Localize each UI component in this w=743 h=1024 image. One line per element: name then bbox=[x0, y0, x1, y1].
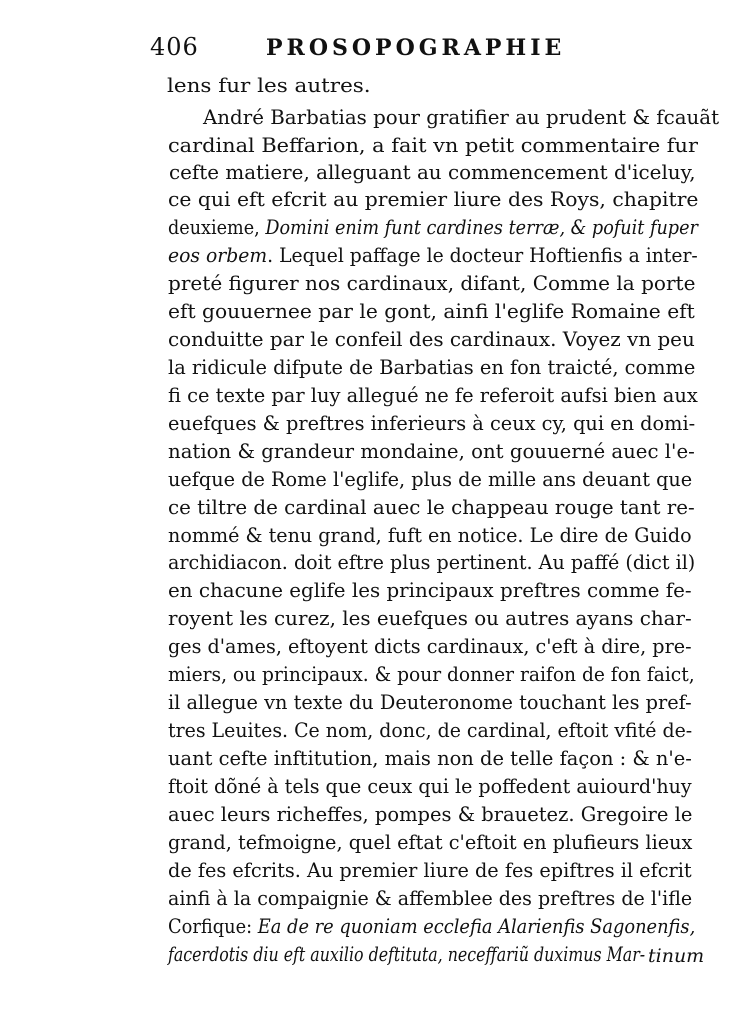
line-text: uefque de Rome l'eglife, plus de mille ans deuant que bbox=[168, 467, 693, 491]
line-text: lens fur les autres. bbox=[167, 73, 371, 97]
catchword: tinum bbox=[648, 945, 705, 967]
text-line bbox=[168, 689, 692, 715]
line-text: ainfi à la compaignie & affemblee des preftres de l'ifle bbox=[168, 886, 693, 910]
line-text: fi ce texte par luy allegué ne fe referoit aufsi bien aux bbox=[168, 383, 698, 407]
text-line bbox=[169, 159, 696, 185]
line-text: ce qui eft efcrit au premier liure des Roys, chapitre bbox=[168, 187, 699, 211]
line-text: ftoit dõné à tels que ceux qui le poffedent auiourd'huy bbox=[168, 774, 692, 798]
text-line bbox=[168, 885, 692, 911]
latin-quotation: Domini enim funt cardines terræ, & pofuit fuper bbox=[265, 215, 698, 239]
text-line bbox=[168, 549, 695, 575]
text-line bbox=[168, 857, 692, 883]
line-text: auec leurs richeffes, pompes & brauetez. Gregoire le bbox=[168, 802, 693, 826]
text-line bbox=[168, 214, 698, 240]
text-line bbox=[168, 522, 692, 548]
text-line bbox=[168, 410, 695, 436]
text-line bbox=[168, 577, 692, 603]
line-text: nation & grandeur mondaine, ont gouuerné auec l'e- bbox=[168, 439, 695, 463]
line-text: de fes efcrits. Au premier liure de fes epiftres il efcrit bbox=[168, 858, 692, 882]
line-text: ce tiltre de cardinal auec le chappeau rouge tant re- bbox=[168, 495, 695, 519]
text-line bbox=[168, 661, 695, 687]
line-text: eft gouuernee par le gont, ainfi l'eglife Romaine eft bbox=[168, 299, 695, 323]
text-line bbox=[168, 186, 698, 212]
text-line bbox=[168, 242, 698, 268]
line-text: royent les curez, les euefques ou autres ayans char- bbox=[168, 606, 692, 630]
text-line bbox=[168, 829, 692, 855]
line-text: tres Leuites. Ce nom, donc, de cardinal, eftoit vfité de- bbox=[168, 718, 693, 742]
text-line bbox=[168, 382, 698, 408]
text-line bbox=[168, 466, 692, 492]
latin-quotation: facerdotis diu eft auxilio deftituta, neceffariũ duximus Mar- bbox=[168, 942, 646, 966]
line-text: il allegue vn texte du Deuteronome touchant les pref- bbox=[168, 690, 692, 714]
line-text: cardinal Beffarion, a fait vn petit commentaire fur bbox=[168, 133, 698, 157]
line-text: ges d'ames, eftoyent dicts cardinaux, c'eft à dire, pre- bbox=[168, 634, 692, 658]
text-line bbox=[168, 633, 692, 659]
line-text: nommé & tenu grand, fuft en notice. Le dire de Guido bbox=[168, 523, 692, 547]
line-text: deuxieme, bbox=[168, 215, 266, 239]
text-line bbox=[168, 717, 692, 743]
line-text: euefques & preftres inferieurs à ceux cy, qui en domi- bbox=[168, 411, 696, 435]
text-line bbox=[168, 326, 695, 352]
line-text: . Lequel paffage le docteur Hoftienfis a inter- bbox=[267, 243, 698, 267]
latin-quotation: Ea de re quoniam ecclefia Alarienfis Sagonenfis, bbox=[257, 914, 696, 938]
text-line bbox=[168, 773, 692, 799]
line-text: preté figurer nos cardinaux, difant, Comme la porte bbox=[168, 271, 696, 295]
text-line bbox=[168, 270, 695, 296]
line-text: miers, ou principaux. & pour donner raifon de fon faict, bbox=[168, 662, 695, 686]
line-text: conduitte par le confeil des cardinaux. Voyez vn peu bbox=[168, 327, 695, 351]
text-line bbox=[203, 104, 719, 130]
text-line bbox=[168, 913, 695, 939]
line-text: uant cefte inftitution, mais non de telle façon : & n'e- bbox=[168, 746, 692, 770]
text-line bbox=[168, 298, 695, 324]
latin-quotation: eos orbem bbox=[168, 243, 268, 267]
line-text: André Barbatias pour gratifier au prudent & fcauãt bbox=[203, 105, 720, 129]
text-line bbox=[168, 941, 645, 967]
text-line bbox=[168, 801, 692, 827]
text-line bbox=[168, 132, 698, 158]
line-text: archidiacon. doit eftre plus pertinent. Au paffé (dict il) bbox=[168, 550, 696, 574]
line-text: en chacune eglife les principaux preftres comme fe- bbox=[168, 578, 692, 602]
text-line bbox=[168, 494, 695, 520]
page-number: 406 bbox=[150, 33, 199, 61]
line-text: cefte matiere, alleguant au commencement d'iceluy, bbox=[169, 160, 696, 184]
line-text: Corfique: bbox=[168, 914, 258, 938]
text-line bbox=[167, 72, 371, 98]
text-line bbox=[168, 354, 695, 380]
text-line bbox=[168, 605, 692, 631]
line-text: grand, tefmoigne, quel eftat c'eftoit en plufieurs lieux bbox=[168, 830, 693, 854]
text-line bbox=[168, 438, 695, 464]
running-title: PROSOPOGRAPHIE bbox=[266, 35, 566, 61]
line-text: la ridicule difpute de Barbatias en fon traicté, comme bbox=[168, 355, 696, 379]
text-line bbox=[168, 745, 692, 771]
